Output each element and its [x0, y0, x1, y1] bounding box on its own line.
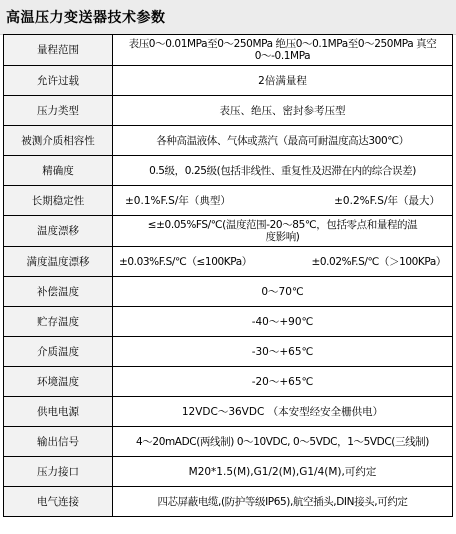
- row-label: 补偿温度: [4, 277, 113, 307]
- row-label: 精确度: [4, 156, 113, 186]
- row-label: 电气连接: [4, 487, 113, 517]
- row-label: 允许过载: [4, 66, 113, 96]
- table-row: [4, 126, 453, 156]
- table-row: [4, 186, 453, 216]
- title-bar: [0, 0, 456, 35]
- page-title: 高温压力变送器技术参数: [6, 10, 166, 26]
- row-value: 0～70℃: [113, 277, 453, 307]
- value-max: ±0.2%F.S/年（最大）: [334, 194, 440, 207]
- row-value: 0.5级，0.25级(包括非线性、重复性及迟滞在内的综合误差): [113, 156, 453, 186]
- table-row: [4, 307, 453, 337]
- table-row: [4, 427, 453, 457]
- table-row: [4, 397, 453, 427]
- row-value: -40～+90℃: [113, 307, 453, 337]
- table-row: [4, 367, 453, 397]
- row-value: -30～+65℃: [113, 337, 453, 367]
- row-value: [113, 35, 453, 66]
- row-label: 量程范围: [4, 35, 113, 66]
- table-row: [4, 337, 453, 367]
- table-row: [4, 457, 453, 487]
- table-row: [4, 35, 453, 66]
- table-row: [4, 487, 453, 517]
- table-row: [4, 66, 453, 96]
- table-row: [4, 216, 453, 247]
- row-label: 压力类型: [4, 96, 113, 126]
- row-label: 温度漂移: [4, 216, 113, 247]
- table-row: [4, 247, 453, 277]
- value-high-range: ±0.02%F.S/℃（＞100KPa）: [311, 255, 446, 268]
- value-line: 度影响): [265, 231, 300, 243]
- value-line: 0～-0.1MPa: [254, 50, 311, 62]
- table-row: [4, 277, 453, 307]
- row-value: [113, 186, 453, 216]
- row-label: 供电电源: [4, 397, 113, 427]
- row-value: -20～+65℃: [113, 367, 453, 397]
- value-typical: ±0.1%F.S/年（典型）: [125, 194, 231, 207]
- row-value: 4～20mADC(两线制) 0～10VDC, 0～5VDC，1～5VDC(三线制): [113, 427, 453, 457]
- value-line: ≤±0.05%FS/℃(温度范围-20～85℃，包括零点和量程的温: [147, 219, 418, 231]
- row-value: M20*1.5(M),G1/2(M),G1/4(M),可约定: [113, 457, 453, 487]
- row-label: 输出信号: [4, 427, 113, 457]
- row-value: 四芯屏蔽电缆,(防护等级IP65),航空插头,DIN接头,可约定: [113, 487, 453, 517]
- row-value: [113, 247, 453, 277]
- value-low-range: ±0.03%F.S/℃（≤100KPa）: [119, 255, 252, 268]
- spec-table: [3, 34, 453, 517]
- value-line: 表压0～0.01MPa至0～250MPa 绝压0～0.1MPa至0～250MPa 真空: [128, 38, 437, 50]
- row-label: 压力接口: [4, 457, 113, 487]
- row-value: 2倍满量程: [113, 66, 453, 96]
- table-row: [4, 96, 453, 126]
- row-label: 介质温度: [4, 337, 113, 367]
- row-label: 贮存温度: [4, 307, 113, 337]
- row-label: 满度温度漂移: [4, 247, 113, 277]
- row-label: 被测介质相容性: [4, 126, 113, 156]
- row-value: 12VDC～36VDC （本安型经安全栅供电）: [113, 397, 453, 427]
- row-value: 表压、绝压、密封参考压型: [113, 96, 453, 126]
- table-row: [4, 156, 453, 186]
- row-value: 各种高温液体、气体或蒸汽（最高可耐温度高达300℃）: [113, 126, 453, 156]
- row-label: 环境温度: [4, 367, 113, 397]
- row-label: 长期稳定性: [4, 186, 113, 216]
- row-value: [113, 216, 453, 247]
